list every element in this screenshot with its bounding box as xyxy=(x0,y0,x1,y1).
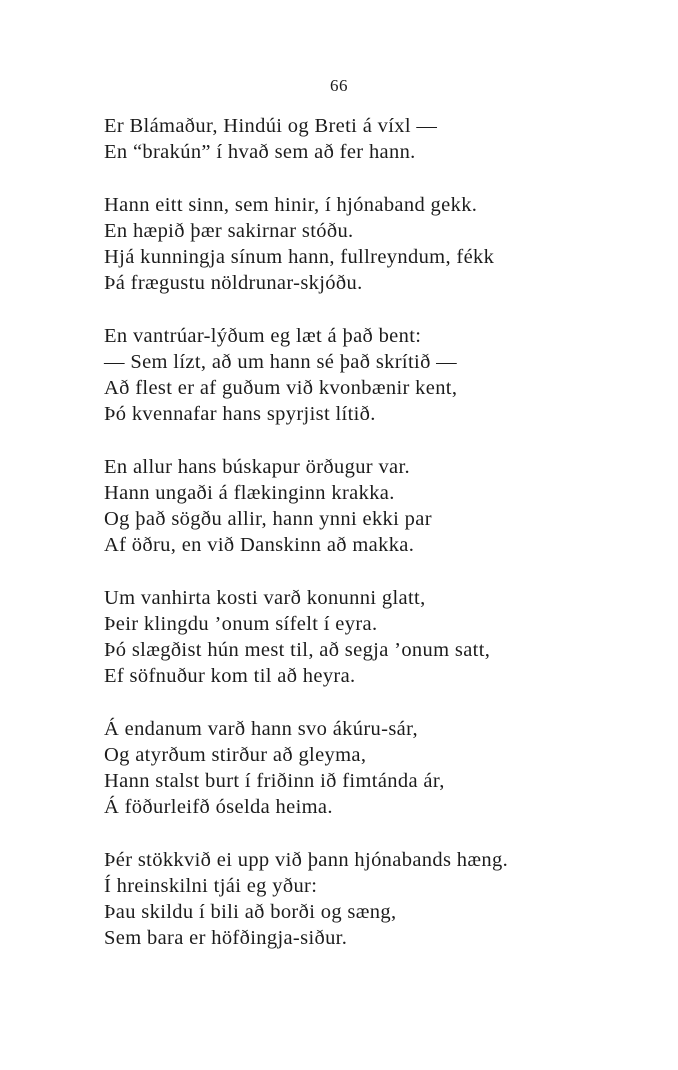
poem-line: Að flest er af guðum við kvonbænir kent, xyxy=(104,377,458,399)
poem-line: Ef söfnuður kom til að heyra. xyxy=(104,665,356,687)
stanza-5 xyxy=(104,585,674,689)
stanza-3 xyxy=(104,323,674,427)
poem-line: Hann eitt sinn, sem hinir, í hjónaband gekk. xyxy=(104,194,478,216)
poem-line: Er Blámaður, Hindúi og Breti á víxl — xyxy=(104,115,438,137)
stanza-7 xyxy=(104,847,674,951)
page-number: 66 xyxy=(330,76,348,95)
poem-line: En hæpið þær sakirnar stóðu. xyxy=(104,220,354,242)
poem-line: En allur hans búskapur örðugur var. xyxy=(104,456,411,478)
poem-line: Þeir klingdu ’onum sífelt í eyra. xyxy=(104,613,378,635)
poem-line: Af öðru, en við Danskinn að makka. xyxy=(104,534,415,556)
poem-line: Í hreinskilni tjái eg yður: xyxy=(104,875,318,897)
poem-line: Á föðurleifð óselda heima. xyxy=(104,796,333,818)
poem-line: En “brakún” í hvað sem að fer hann. xyxy=(104,141,416,163)
poem-line: Og það sögðu allir, hann ynni ekki par xyxy=(104,508,432,530)
poem-line: Hjá kunningja sínum hann, fullreyndum, fékk xyxy=(104,246,495,268)
poem-line: Um vanhirta kosti varð konunni glatt, xyxy=(104,587,426,609)
poem-line: Þó slægðist hún mest til, að segja ’onum satt, xyxy=(104,639,491,661)
poem-line: Þér stökkvið ei upp við þann hjónabands hæng. xyxy=(104,849,509,871)
poem-line: Þó kvennafar hans spyrjist lítið. xyxy=(104,403,376,425)
poem-line: En vantrúar-lýðum eg læt á það bent: xyxy=(104,325,422,347)
poem-line: — Sem lízt, að um hann sé það skrítið — xyxy=(104,351,457,373)
stanza-2 xyxy=(104,192,674,296)
poem-line: Á endanum varð hann svo ákúru-sár, xyxy=(104,718,418,740)
poem-line: Hann stalst burt í friðinn ið fimtánda ár, xyxy=(104,770,445,792)
stanza-6 xyxy=(104,716,674,820)
poem-line: Þau skildu í bili að borði og sæng, xyxy=(104,901,397,923)
poem-line: Hann ungaði á flækinginn krakka. xyxy=(104,482,395,504)
stanza-4 xyxy=(104,454,674,558)
stanza-1 xyxy=(104,113,674,165)
poem-line: Þá frægustu nöldrunar-skjóðu. xyxy=(104,272,363,294)
poem-line: Og atyrðum stirður að gleyma, xyxy=(104,744,367,766)
poem-line: Sem bara er höfðingja-siður. xyxy=(104,927,348,949)
poem xyxy=(104,113,674,978)
